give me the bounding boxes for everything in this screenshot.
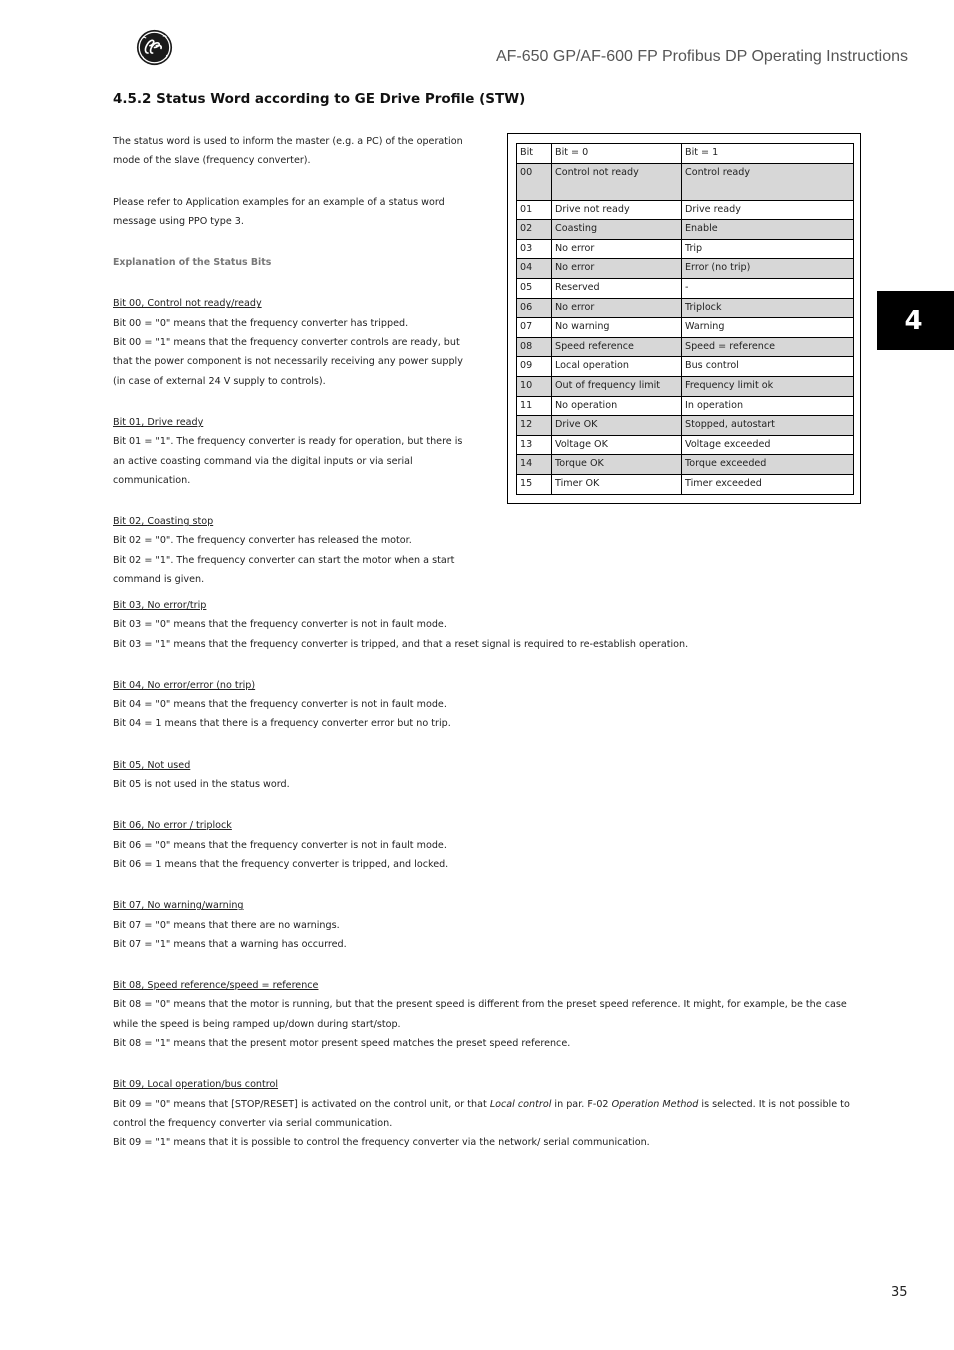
bit-line: Bit 08 = "1" means that the present motor present speed matches the preset speed reference. xyxy=(113,1038,571,1050)
table-cell: Drive not ready xyxy=(552,200,682,220)
table-cell: Reserved xyxy=(552,278,682,298)
bit-block xyxy=(113,413,473,490)
bit-block xyxy=(113,676,865,734)
page-number: 35 xyxy=(891,1285,908,1300)
explanation-heading: Explanation of the Status Bits xyxy=(113,257,272,269)
table-cell: Timer OK xyxy=(552,474,682,494)
bit-line-emphasis: Local control xyxy=(489,1098,552,1110)
bit-line: Bit 07 = "1" means that a warning has occurred. xyxy=(113,938,347,950)
table-cell: Timer exceeded xyxy=(682,474,854,494)
table-cell: 00 xyxy=(517,163,552,200)
table-row xyxy=(517,239,854,259)
bit-block xyxy=(113,512,473,589)
table-cell: Control ready xyxy=(682,163,854,200)
table-row xyxy=(517,435,854,455)
table-header-cell: Bit = 1 xyxy=(682,144,854,164)
bit-line: Bit 06 = "0" means that the frequency converter is not in fault mode. xyxy=(113,839,447,851)
table-cell: No warning xyxy=(552,318,682,338)
table-cell: Voltage OK xyxy=(552,435,682,455)
bit-line: Bit 01 = "1". The frequency converter is ready for operation, but there is an active coasting command via the digital inputs or via serial communication. xyxy=(113,436,463,486)
bit-block xyxy=(113,816,865,874)
table-row xyxy=(517,357,854,377)
table-row xyxy=(517,396,854,416)
table-row xyxy=(517,318,854,338)
table-row xyxy=(517,455,854,475)
table-cell: Triplock xyxy=(682,298,854,318)
bit-line: Bit 05 is not used in the status word. xyxy=(113,779,290,791)
chapter-tab: 4 xyxy=(877,291,954,350)
section-heading: 4.5.2 Status Word according to GE Drive Profile (STW) xyxy=(113,91,526,107)
bit-block xyxy=(113,294,473,390)
table-cell: No error xyxy=(552,239,682,259)
table-cell: 15 xyxy=(517,474,552,494)
bit-line: Bit 08 = "0" means that the motor is running, but that the present speed is different from the preset speed reference. It might, for example, be the case while the speed is being ramped up/down during start/stop. xyxy=(113,999,847,1030)
bit-line: Bit 03 = "1" means that the frequency converter is tripped, and that a reset signal is required to re-establish operation. xyxy=(113,638,689,650)
table-cell: 03 xyxy=(517,239,552,259)
table-row xyxy=(517,278,854,298)
table-cell: Out of frequency limit xyxy=(552,376,682,396)
table-cell: Drive OK xyxy=(552,416,682,436)
bit-line: Bit 02 = "1". The frequency converter can start the motor when a start command is given. xyxy=(113,554,455,586)
bit-title: Bit 09, Local operation/bus control xyxy=(113,1079,279,1091)
table-cell: 11 xyxy=(517,396,552,416)
bit-block xyxy=(113,756,865,795)
left-column-text xyxy=(113,132,473,611)
table-row xyxy=(517,337,854,357)
bit-line: Bit 09 = "1" means that it is possible to control the frequency converter via the network/ serial communication. xyxy=(113,1137,650,1149)
table-header-cell: Bit = 0 xyxy=(552,144,682,164)
table-cell: 07 xyxy=(517,318,552,338)
table-row xyxy=(517,200,854,220)
table-cell: Error (no trip) xyxy=(682,259,854,279)
table-cell: 13 xyxy=(517,435,552,455)
bit-title: Bit 05, Not used xyxy=(113,759,191,771)
intro-paragraph: The status word is used to inform the master (e.g. a PC) of the operation mode of the slave (frequency converter). xyxy=(113,136,463,167)
table-header-cell: Bit xyxy=(517,144,552,164)
table-cell: 05 xyxy=(517,278,552,298)
table-header-row xyxy=(517,144,854,164)
bit-block xyxy=(113,596,865,654)
table-cell: 10 xyxy=(517,376,552,396)
bit-line-text: is selected. It is not possible to control the frequency converter via serial communication. xyxy=(113,1098,850,1129)
table-cell: 02 xyxy=(517,220,552,240)
table-cell: Frequency limit ok xyxy=(682,376,854,396)
bit-line-text: in par. F-02 xyxy=(551,1098,612,1110)
table-cell: No operation xyxy=(552,396,682,416)
bit-title: Bit 04, No error/error (no trip) xyxy=(113,679,256,691)
bit-line-emphasis: Operation Method xyxy=(611,1098,699,1110)
table-cell: Warning xyxy=(682,318,854,338)
bit-line xyxy=(113,1095,865,1134)
table-cell: In operation xyxy=(682,396,854,416)
table-row xyxy=(517,376,854,396)
table-cell: 01 xyxy=(517,200,552,220)
bit-line: Bit 00 = "0" means that the frequency converter has tripped. xyxy=(113,317,409,329)
table-cell: Voltage exceeded xyxy=(682,435,854,455)
document-title: AF-650 GP/AF-600 FP Profibus DP Operating Instructions xyxy=(495,48,908,65)
bit-line: Bit 02 = "0". The frequency converter has released the motor. xyxy=(113,535,412,547)
table-row xyxy=(517,298,854,318)
bit-block xyxy=(113,976,865,1053)
table-cell: 14 xyxy=(517,455,552,475)
table-row xyxy=(517,474,854,494)
table-cell: 09 xyxy=(517,357,552,377)
bit-title: Bit 06, No error / triplock xyxy=(113,820,232,832)
table-row xyxy=(517,416,854,436)
status-bits-table-frame xyxy=(507,133,861,504)
full-width-text xyxy=(113,596,865,1175)
table-cell: 04 xyxy=(517,259,552,279)
bit-block xyxy=(113,1075,865,1152)
bit-title: Bit 01, Drive ready xyxy=(113,416,204,428)
bit-block xyxy=(113,896,865,954)
bit-line: Bit 07 = "0" means that there are no warnings. xyxy=(113,919,340,931)
bit-line: Bit 00 = "1" means that the frequency converter controls are ready, but that the power component is not necessarily receiving any power supply (in case of external 24 V supply to controls). xyxy=(113,337,463,387)
table-cell: Speed = reference xyxy=(682,337,854,357)
bit-line-text: Bit 09 = "0" means that [STOP/RESET] is activated on the control unit, or that xyxy=(113,1098,490,1110)
table-cell: Local operation xyxy=(552,357,682,377)
status-bits-table xyxy=(516,143,854,495)
bit-title: Bit 02, Coasting stop xyxy=(113,516,214,528)
table-cell: - xyxy=(682,278,854,298)
ge-logo-icon xyxy=(136,29,173,66)
table-cell: Speed reference xyxy=(552,337,682,357)
table-cell: Bus control xyxy=(682,357,854,377)
table-cell: Drive ready xyxy=(682,200,854,220)
bit-title: Bit 08, Speed reference/speed = reference xyxy=(113,980,319,992)
table-row xyxy=(517,163,854,200)
table-cell: Coasting xyxy=(552,220,682,240)
table-cell: Control not ready xyxy=(552,163,682,200)
table-cell: 08 xyxy=(517,337,552,357)
table-cell: 12 xyxy=(517,416,552,436)
bit-line: Bit 03 = "0" means that the frequency converter is not in fault mode. xyxy=(113,619,447,631)
table-cell: Torque exceeded xyxy=(682,455,854,475)
table-row xyxy=(517,220,854,240)
bit-line: Bit 06 = 1 means that the frequency converter is tripped, and locked. xyxy=(113,858,449,870)
bit-line: Bit 04 = "0" means that the frequency converter is not in fault mode. xyxy=(113,699,447,711)
bit-title: Bit 03, No error/trip xyxy=(113,600,207,611)
table-cell: 06 xyxy=(517,298,552,318)
table-cell: Enable xyxy=(682,220,854,240)
table-cell: Stopped, autostart xyxy=(682,416,854,436)
intro-paragraph: Please refer to Application examples for an example of a status word message using PPO type 3. xyxy=(113,196,445,227)
table-cell: Torque OK xyxy=(552,455,682,475)
bit-title: Bit 07, No warning/warning xyxy=(113,900,244,912)
bit-title: Bit 00, Control not ready/ready xyxy=(113,298,262,310)
table-cell: No error xyxy=(552,298,682,318)
table-row xyxy=(517,259,854,279)
bit-line: Bit 04 = 1 means that there is a frequency converter error but no trip. xyxy=(113,718,451,730)
table-cell: Trip xyxy=(682,239,854,259)
table-cell: No error xyxy=(552,259,682,279)
